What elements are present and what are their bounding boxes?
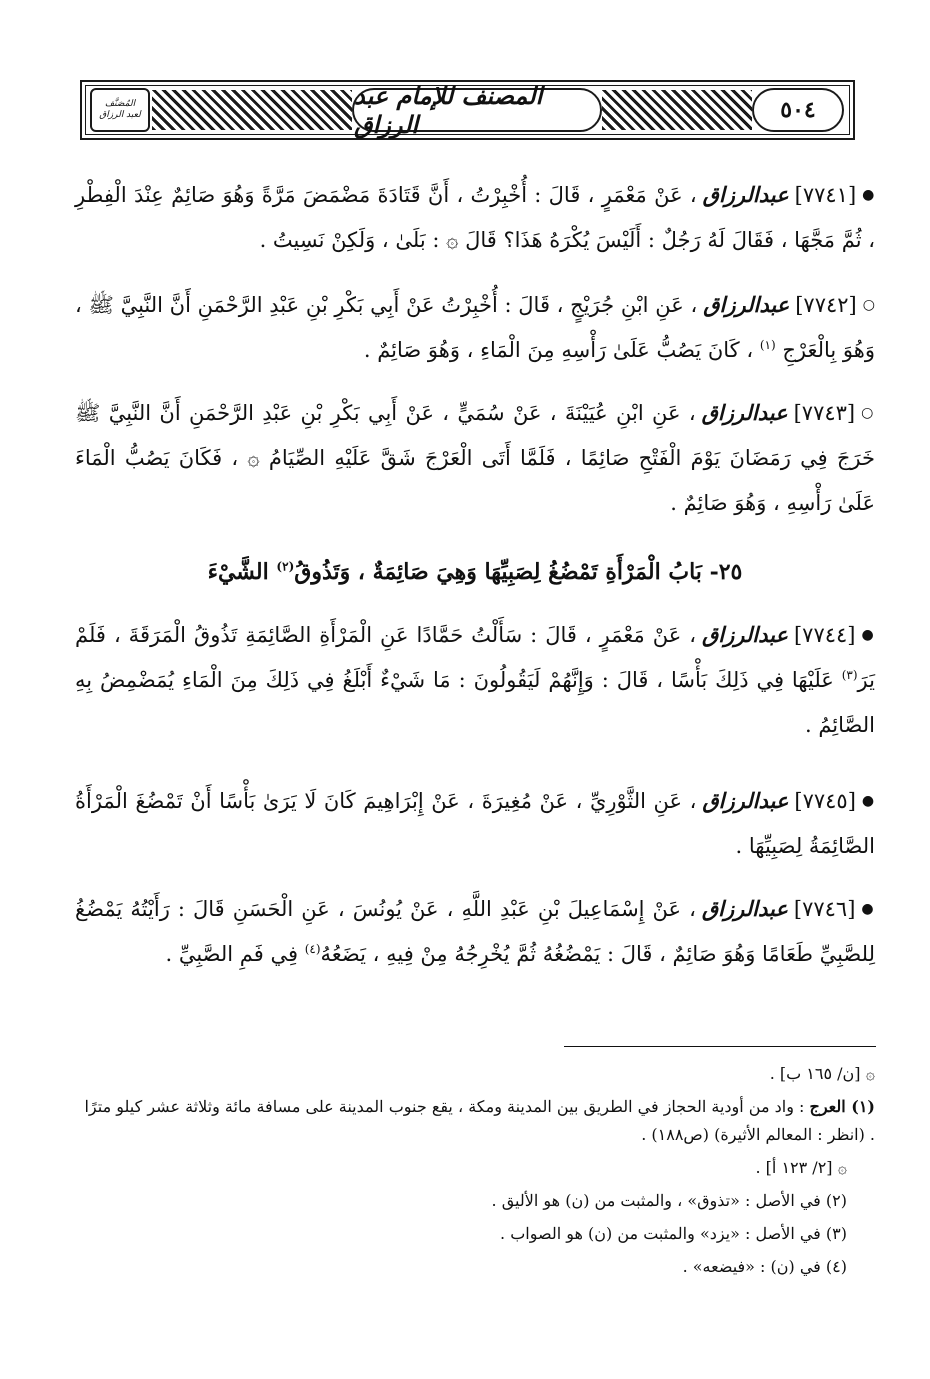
hollow-bullet-icon: ○ — [861, 405, 875, 421]
entry-author: عبدالرزاق — [702, 182, 789, 207]
chapter-title: الشَّيْءَ — [207, 559, 269, 585]
hadith-entry — [75, 282, 875, 373]
footnote-ref: (١) — [759, 338, 776, 352]
book-title-cartouche — [352, 81, 602, 139]
hadith-entry — [75, 886, 875, 977]
hadith-entry — [75, 778, 875, 869]
hadith-entry — [75, 172, 875, 263]
footnote — [75, 1093, 875, 1149]
entry-author: عبدالرزاق — [701, 622, 788, 647]
footnote: (٣) في الأصل : «يزد» والمثبت من (ن) هو الصواب . — [500, 1224, 847, 1243]
entry-author: عبدالرزاق — [703, 292, 790, 317]
entry-number: [٧٧٤٣] — [793, 401, 856, 425]
logo-line-2: لعبد الرزاق — [99, 110, 141, 120]
footnote: ۞ [٢/ ١٢٣ أ] . — [755, 1158, 847, 1177]
chapter-heading — [75, 552, 875, 592]
entry-text: ، كَانَ يَصُبُّ عَلَىٰ رَأْسِهِ مِنَ الْمَاءِ ، وَهُوَ صَائِمٌ . — [363, 338, 754, 362]
book-logo — [90, 88, 150, 132]
entry-number: [٧٧٤٦] — [793, 897, 856, 921]
entry-text: عَلَيْهَا فِي ذَلِكَ بَأْسًا ، قَالَ : وَإِنَّهُمْ لَيَقُولُونَ : مَا شَيْءٌ أَبْلَغُ فِي ذَلِكَ مِنَ الْمَاءِ يُمَضْمِضُ بِهِ الصَّائِمُ . — [75, 668, 875, 737]
book-title: المصنف للإمام عبد الرزاق — [354, 81, 543, 139]
footnote-ref: (٢) — [276, 559, 295, 574]
entry-number: [٧٧٤١] — [794, 183, 857, 207]
footnote: (٢) في الأصل : «تذوق» ، والمثبت من (ن) هو الأليق . — [491, 1191, 847, 1210]
footnote-ref: (٣) — [841, 668, 858, 682]
page-number-cartouche — [752, 88, 844, 132]
footnote: ۞ [ن/ ١٦٥ ب] . — [769, 1064, 875, 1083]
filled-bullet-icon: ● — [861, 627, 876, 643]
filled-bullet-icon: ● — [862, 187, 875, 203]
running-header — [80, 80, 855, 140]
entry-number: [٧٧٤٤] — [793, 623, 856, 647]
footnote-text: : واد من أودية الحجاز في الطريق بين المدينة ومكة ، يقع جنوب المدينة على مسافة مائة وثلاثة عشر كيلو مترًا . (انظر : المعالم الأثيرة) (ص١٨٨) . — [84, 1097, 875, 1144]
entry-text: ، عَنِ الثَّوْرِيِّ ، عَنْ مُغِيرَةَ ، عَنْ إِبْرَاهِيمَ كَانَ لَا يَرَىٰ بَأْسًا أَنْ تَمْضُغَ الْمَرْأَةُ الصَّائِمَةُ لِصَبِيِّهَا . — [75, 789, 875, 858]
entry-text: ، عَنْ مَعْمَرٍ ، قَالَ : أُخْبِرْتُ ، أَنَّ قَتَادَةَ مَضْمَضَ مَرَّةً وَهُوَ صَائِمٌ عِنْدَ الْفِطْرِ ، ثُمَّ مَجَّهَا ، فَقَالَ لَهُ رَجُلٌ : أَلَيْسَ يُكْرَهُ هَذَا؟ قَالَ ۞ : بَلَىٰ ، وَلَكِنْ نَسِيتُ . — [75, 183, 875, 252]
entry-text: ، عَنْ إِسْمَاعِيلَ بْنِ عَبْدِ اللَّهِ ، عَنْ يُونُسَ ، عَنِ الْحَسَنِ قَالَ : رَأَيْتُهُ يَمْضُغُ لِلصَّبِيِّ طَعَامًا وَهُوَ صَائِمٌ ، قَالَ : يَمْضُغُهُ ثُمَّ يُخْرِجُهُ مِنْ فِيهِ ، يَضَعُهُ — [75, 897, 875, 966]
footnote-term: (١) العرج — [809, 1097, 875, 1116]
entry-text: ، عَنِ ابْنِ عُيَيْنَةَ ، عَنْ سُمَيٍّ ، عَنْ أَبِي بَكْرِ بْنِ عَبْدِ الرَّحْمَنِ أَنَّ النَّبِيَّ ﷺ خَرَجَ فِي رَمَضَانَ يَوْمَ الْفَتْحِ صَائِمًا ، فَلَمَّا أَتَى الْعَرْجَ شَقَّ عَلَيْهِ الصِّيَامُ ۞ ، فَكَانَ يَصُبُّ الْمَاءَ عَلَىٰ رَأْسِهِ ، وَهُوَ صَائِمٌ . — [75, 401, 875, 515]
entry-author: عبدالرزاق — [702, 788, 789, 813]
entry-number: [٧٧٤٥] — [794, 789, 856, 813]
logo-line-1: المُصَنَّف — [104, 99, 136, 109]
entry-text: ، عَنِ ابْنِ جُرَيْجٍ ، قَالَ : أُخْبِرْتُ عَنْ أَبِي بَكْرِ بْنِ عَبْدِ الرَّحْمَنِ أَنَّ النَّبِيَّ ﷺ ، وَهُوَ بِالْعَرْجِ — [75, 293, 875, 362]
chapter-title: ٢٥- بَابُ الْمَرْأَةِ تَمْضُغُ لِصَبِيِّهَا وَهِيَ صَائِمَةٌ ، وَتَذُوقُ — [294, 559, 743, 585]
entry-text: ، عَنْ مَعْمَرٍ ، قَالَ : سَأَلْتُ حَمَّادًا عَنِ الْمَرْأَةِ الصَّائِمَةِ تَذُوقُ الْمَرَقَةَ ، فَلَمْ يَرَ — [75, 623, 875, 692]
entry-author: عبدالرزاق — [701, 400, 788, 425]
page-number: ٥٠٤ — [780, 97, 816, 123]
ornament-band-right — [602, 90, 752, 130]
ornament-band-left — [152, 90, 352, 130]
footnote-ref: (٤) — [304, 942, 321, 956]
footnote: (٤) في (ن) : «فيضعه» . — [682, 1257, 847, 1276]
hollow-bullet-icon: ○ — [862, 297, 875, 313]
entry-author: عبدالرزاق — [701, 896, 788, 921]
filled-bullet-icon: ● — [861, 793, 875, 809]
entry-text: فِي فَمِ الصَّبِيِّ . — [165, 942, 299, 966]
footnotes — [75, 1060, 875, 1286]
footnote-separator — [564, 1046, 876, 1047]
hadith-entry — [75, 390, 875, 526]
entry-number: [٧٧٤٢] — [795, 293, 857, 317]
filled-bullet-icon: ● — [861, 901, 875, 917]
hadith-entry — [75, 612, 875, 748]
